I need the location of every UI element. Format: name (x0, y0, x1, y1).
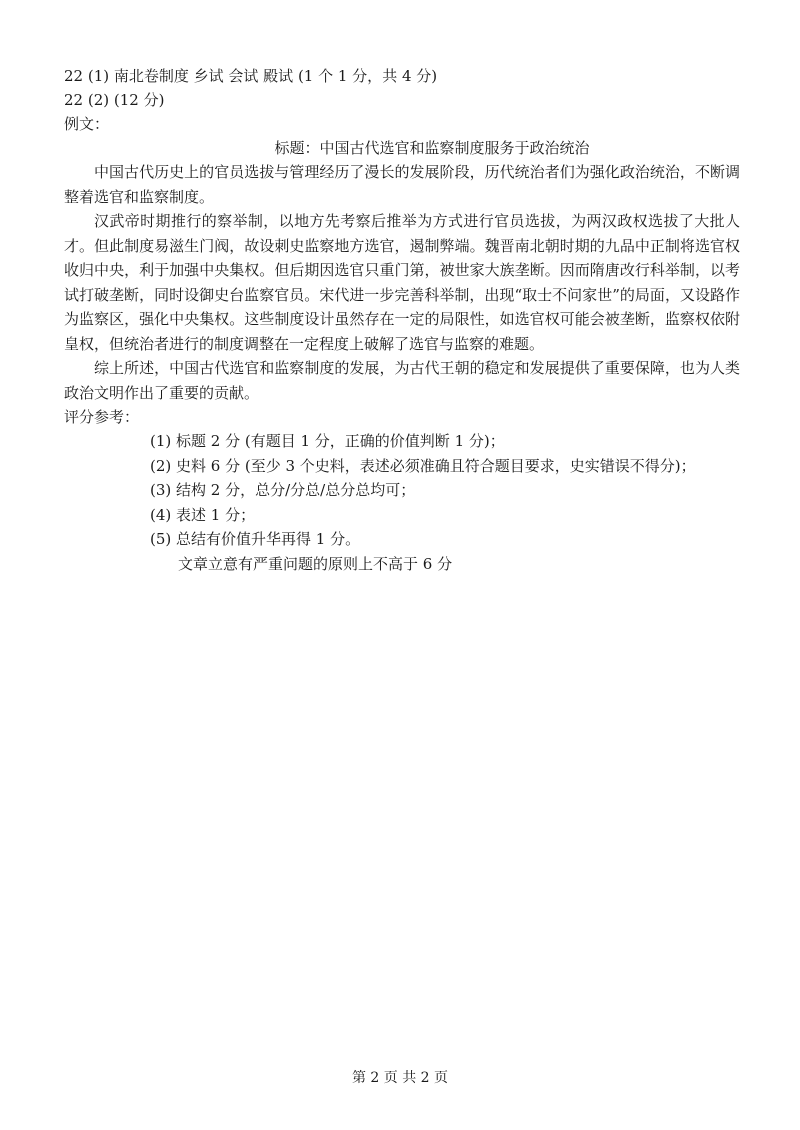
answer-22-2: 22 (2) (12 分) (64, 91, 165, 109)
scoring-criteria-list (64, 429, 740, 576)
example-label: 例文： (64, 115, 110, 133)
answer-22-1: 22 (1) 南北卷制度 乡试 会试 殿试 (1 个 1 分，共 4 分) (64, 67, 438, 85)
scoring-item-expression: (4) 表述 1 分； (150, 505, 256, 524)
scoring-label: 评分参考： (64, 408, 140, 426)
scoring-note: 文章立意有严重问题的原则上不高于 6 分 (178, 554, 453, 573)
essay-paragraph-body: 汉武帝时期推行的察举制，以地方先考察后推举为方式进行官员选拔，为两汉政权选拔了大批人才。但此制度易滋生门阀，故设刺史监察地方选官，遏制弊端。魏晋南北朝时期的九品中正制将选官权收归中央，利于加强中央集权。但后期因选官只重门第，被世家大族垄断。因而隋唐改行科举制，以考试打破垄断，同时设御史台监察官员。宋代进一步完善科举制，出现“取士不问家世”的局面，又设路作为监察区，强化中央集权。这些制度设计虽然存在一定的局限性，如选官权可能会被垄断，监察权依附皇权，但统治者进行的制度调整在一定程度上破解了选官与监察的难题。 (64, 212, 740, 353)
document-body (64, 64, 740, 576)
essay-paragraph-intro: 中国古代历史上的官员选拔与管理经历了漫长的发展阶段，历代统治者们为强化政治统治，不断调整着选官和监察制度。 (64, 163, 740, 206)
page-footer: 第 2 页 共 2 页 (351, 1070, 449, 1086)
essay-paragraph-conclusion: 综上所述，中国古代选官和监察制度的发展，为古代王朝的稳定和发展提供了重要保障，也为人类政治文明作出了重要的贡献。 (64, 359, 740, 402)
scoring-item-summary: (5) 总结有价值升华再得 1 分。 (150, 530, 361, 548)
scoring-item-structure: (3) 结构 2 分，总分/分总/总分总均可； (150, 481, 416, 499)
scoring-item-title: (1) 标题 2 分 (有题目 1 分，正确的价值判断 1 分)； (150, 432, 505, 450)
essay-title: 标题：中国古代选官和监察制度服务于政治统治 (274, 139, 590, 157)
scoring-item-material: (2) 史料 6 分 (至少 3 个史料，表述必须准确且符合题目要求，史实错误不得分)； (150, 456, 696, 475)
